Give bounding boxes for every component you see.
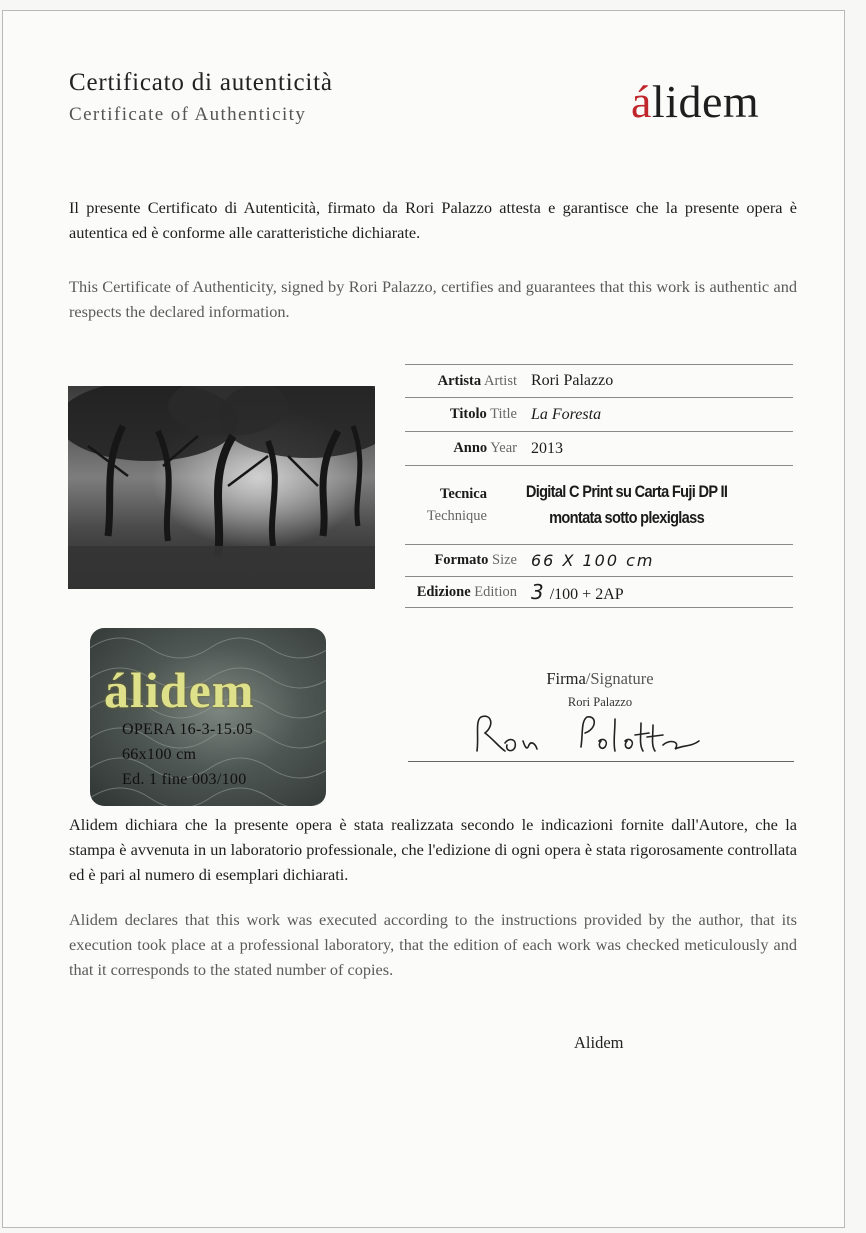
year-value: 2013 [531,439,563,457]
declaration-italian: Alidem dichiara che la presente opera è stata realizzata secondo le indicazioni fornite dall'Autore, che la stampa è avvenuta in un laboratorio professionale, che l'edizione di ogni opera è stata rigorosamente controllata ed è pari al numero di esemplari dichiarati. [69,815,797,884]
technique-value-line2: montata sotto plexiglass [549,508,705,527]
size-label-en: Size [492,552,517,568]
signature-line [408,761,794,762]
spec-row-title [405,397,793,431]
size-label-it: Formato [434,552,489,568]
alidem-logo [631,75,759,128]
hologram-line-1: OPERA 16-3-15.05 [122,721,254,738]
technique-value-line1: Digital C Print su Carta Fuji DP II [525,482,728,501]
signer-name: Rori Palazzo [567,695,633,709]
signature-label-en: /Signature [585,669,654,688]
artwork-photo [68,386,375,589]
handwritten-signature [469,711,709,761]
hologram-line-3: Ed. 1 fine 003/100 [122,771,247,788]
intro-italian: Il presente Certificato di Autenticità, firmato da Rori Palazzo attesta e garantisce che la presente opera è autentica ed è conforme alle caratteristiche dichiarate. [69,198,797,242]
title-value: La Foresta [531,405,602,423]
signature-label-it: Firma [546,669,586,688]
declaration-english: Alidem declares that this work was executed according to the instructions provided by the author, that its execution took place at a professional laboratory, that the edition of each work was checked meticulously and that it corresponds to the stated number of copies. [69,910,797,979]
artist-label-it: Artista [437,372,482,389]
spec-row-technique [405,465,793,544]
edition-label-it: Edizione [416,583,471,600]
title-english: Certificate of Authenticity [69,104,307,125]
certificate-sheet [2,10,845,1228]
spec-row-artist [405,364,793,397]
hologram-seal [90,628,326,806]
technique-label-it: Tecnica [440,486,487,502]
closing-signature: Alidem [574,1033,624,1052]
year-label-it: Anno [453,440,488,456]
edition-label-en: Edition [474,583,517,600]
hologram-logo: álidem [104,662,255,718]
artist-label-en: Artist [483,372,517,389]
hologram-line-2: 66x100 cm [122,746,197,763]
title-italian: Certificato di autenticità [69,69,333,96]
technique-label-en: Technique [426,508,487,524]
size-value: 66 X 100 cm [531,551,655,570]
artwork-specs-table [405,364,793,608]
year-label-en: Year [490,440,517,456]
title-label-en: Title [490,406,517,422]
edition-total: /100 + 2AP [549,586,624,603]
spec-row-year [405,431,793,465]
logo-text: lidem [651,76,760,127]
intro-english: This Certificate of Authenticity, signed by Rori Palazzo, certifies and guarantees that this work is authentic and respects the declared information. [69,277,797,321]
signature-block [405,669,795,710]
spec-row-edition [405,576,793,608]
title-label-it: Titolo [449,406,487,422]
edition-number: 3 [531,580,546,604]
artist-value: Rori Palazzo [531,372,614,389]
spec-row-size [405,544,793,576]
logo-accent: á [631,76,652,127]
